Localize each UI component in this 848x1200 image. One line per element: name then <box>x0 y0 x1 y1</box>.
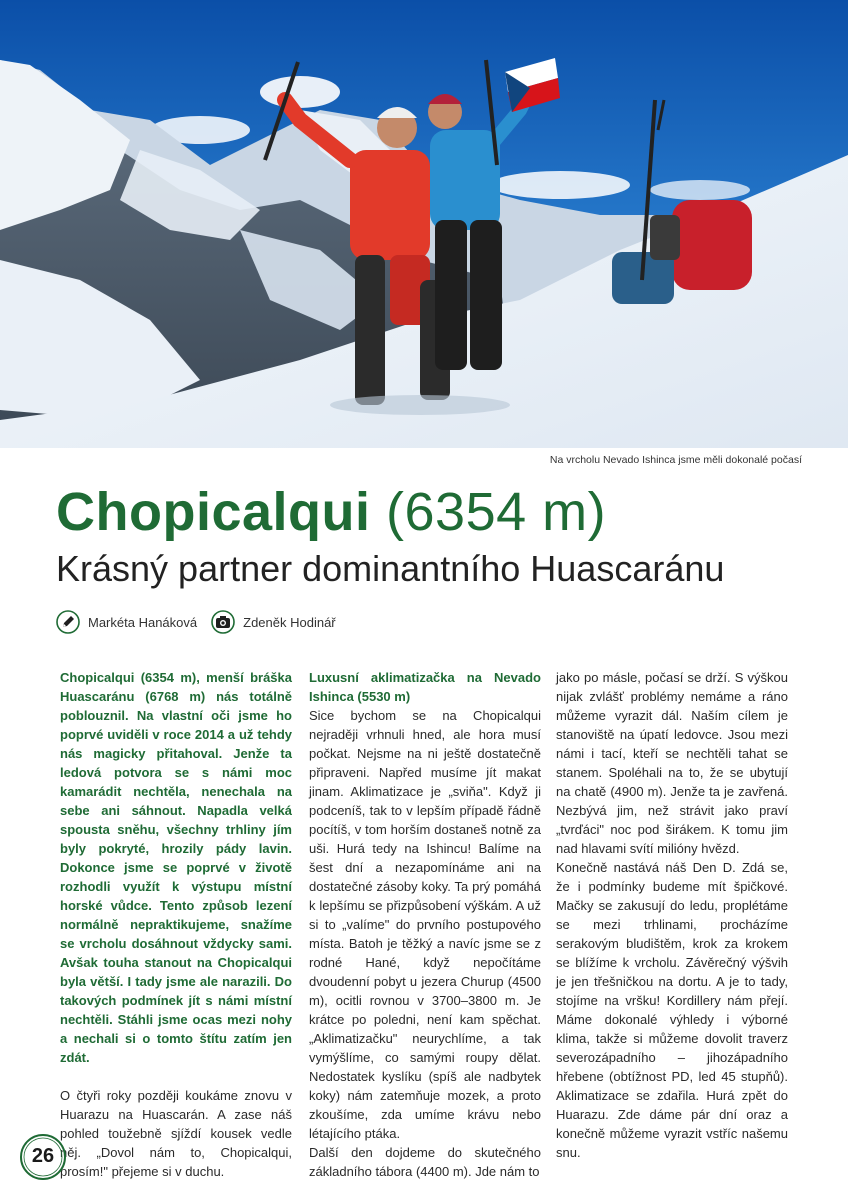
paragraph-1: O čtyři roky později koukáme znovu v Huarazu na Huascarán. A zase náš pohled toužebně sjíždí kousek vedle něj. „Dovol nám to, Chopicalqui, prosím!" přejeme si v duchu. <box>60 1088 292 1179</box>
hero-photo <box>0 0 848 448</box>
photographer-credit <box>211 610 336 634</box>
article-title <box>56 480 606 544</box>
lead-paragraph: Chopicalqui (6354 m), menší bráška Huascaránu (6768 m) nás totálně poblouznil. Na vlastní oči jsme ho poprvé uviděli v roce 2014 a už tehdy nás magicky přitahoval. Jenže ta ledová potvora se s námi moc kamarádit nechtěla, nenechala na sebe ani sáhnout. Napadla velká spousta sněhu, všechny trhliny jím byly pokryté, hrozily pády lavin. Dokonce jsme se poprvé v životě rozhodli využít k výstupu místní horské vůdce. Tento způsob lezení normálně nepraktikujeme, snažíme se vrcholu dosáhnout vždycky sami. Avšak touha stanout na Chopicalqui byla větší. I tady jsme ale narazili. Do takových podmínek jít s námi místní nechtěli. Stáhli jsme ocas mezi nohy a nechali si o tomto štítu zatím jen zdát. <box>60 670 292 1065</box>
title-main: Chopicalqui <box>56 482 371 542</box>
page-number: 26 <box>31 1145 55 1167</box>
paragraph-4: jako po másle, počasí se drží. S výškou nijak zvlášť problémy nemáme a ráno můžeme vyrazit dál. Naším cílem je stanoviště na úpatí ledovce. Jsou mezi námi i tací, kteří se nechtěli tahat se stanem. Spoléhali na to, že se ubytují na chatě (4900 m). Jenže ta je zavřená. Nezbývá jim, než strávit jako praví „tvrďáci" noc pod širákem. K tomu jim nad hlavami svítí milióny hvězd. <box>556 670 788 856</box>
author-name: Markéta Hanáková <box>88 614 198 630</box>
photographer-name: Zdeněk Hodinář <box>243 614 336 630</box>
author-credit <box>56 610 197 634</box>
credits-line <box>56 608 350 636</box>
title-altitude: (6354 m) <box>386 482 607 542</box>
pen-icon <box>56 610 80 634</box>
paragraph-2: Sice bychom se na Chopicalqui nejraději vrhnuli hned, ale hora musí počkat. Nejsme na ni ještě dostatečně připraveni. Napřed musíme jít makat jinam. Aklimatizace je „sviňa". Když ji podceníš, tak to v lepším případě řádně pocítíš, v tom horším dostaneš notně za uši. Hurá tedy na Ishincu! Balíme na šest dní a nezapomínáme ani na dostatečné zásoby koky. Ta prý pomáhá k lepšímu se přizpůsobení výškám. A už si to „valíme" do prvního postupového místa. Batoh je těžký a navíc jsme se z rodné Hané, když nepočítáme dvoudenní pobyt u jezera Churup (4500 m), ocitli rovnou v 3700–3800 m. Je krátce po poledni, není kam spěchat. „Aklimatizačku" neurychlíme, a tak vymýšlíme, co samými roupy dělat. Nedostatek kyslíku (spíš ale nadbytek koky) nám zatemňuje mozek, a proto zkoušíme, zda umíme krávu nebo létajícího ptáka. <box>309 708 541 1141</box>
page-number-badge <box>18 1132 68 1182</box>
paragraph-3: Další den dojdeme do skutečného základního tábora (4400 m). Jde nám to <box>309 1145 541 1179</box>
text-column-1 <box>60 668 292 1181</box>
photo-caption: Na vrcholu Nevado Ishinca jsme měli dokonalé počasí <box>549 454 802 466</box>
text-column-2 <box>309 668 541 1181</box>
text-column-3 <box>556 668 788 1162</box>
section-heading: Luxusní aklimatizačka na Nevado Ishinca (5530 m) <box>309 670 541 704</box>
paragraph-5: Konečně nastává náš Den D. Zdá se, že i podmínky budeme mít špičkové. Mačky se zakusují do ledu, proplétáme se mezi trhlinami, procházíme serakovým bludištěm, krok za krokem se blížíme k vrcholu. Závěrečný výšvih je jen třešničkou na dortu. A je to tady, stojíme na vršku! Kordillery nám přejí. Máme dokonalé výhledy i výborné klima, takže si můžeme dovolit traverz severozápadního – jihozápadního hřebene (obtížnost PD, led 45 stupňů). Aklimatizace se zdařila. Hurá zpět do Huarazu. Zde dáme pár dní oraz a konečně můžeme vyrazit vstříc našemu snu. <box>556 860 788 1160</box>
article-subtitle: Krásný partner dominantního Huascaránu <box>56 548 725 589</box>
camera-icon <box>211 610 235 634</box>
